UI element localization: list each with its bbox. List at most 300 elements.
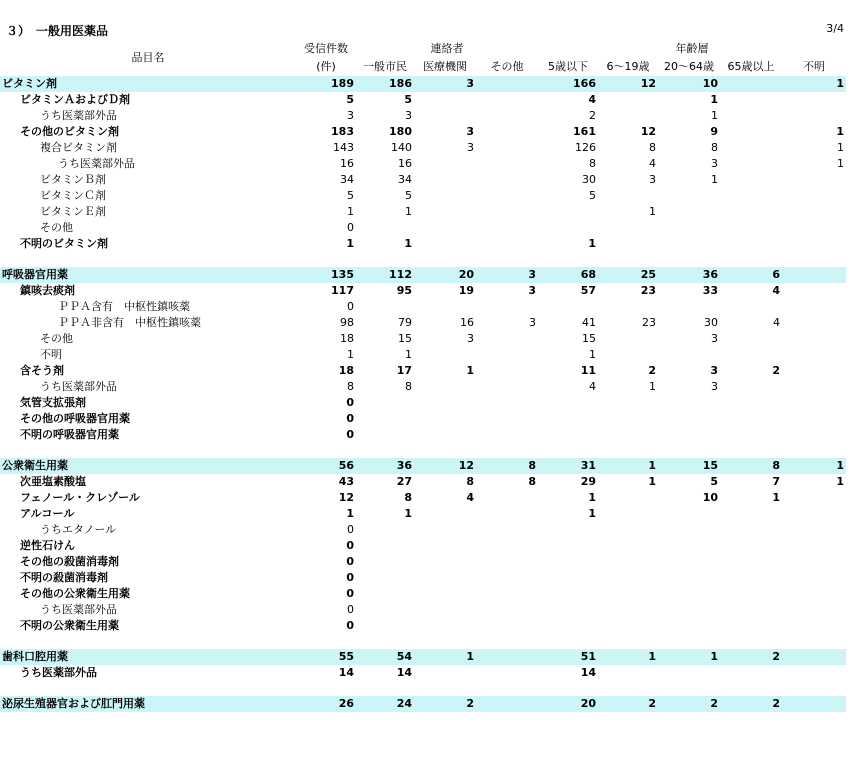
- age-0-5-cell: 4: [589, 380, 596, 393]
- item-name-cell: 鎮咳去痰剤: [20, 284, 75, 297]
- contact-public-cell: [356, 681, 414, 696]
- item-name-cell: 不明のビタミン剤: [20, 237, 108, 250]
- age-20-64-cell: [658, 347, 720, 363]
- contact-other-cell: [476, 649, 538, 665]
- age-20-64-cell: [658, 506, 720, 522]
- age-0-5-cell: [538, 681, 598, 696]
- age-65-plus-cell: 7: [772, 475, 780, 488]
- category-row: [0, 267, 846, 283]
- age-20-64-cell: 3: [711, 380, 718, 393]
- item-name-cell: その他: [40, 332, 73, 345]
- table-row: [0, 140, 846, 156]
- age-unknown-cell: [782, 602, 846, 618]
- age-0-5-cell: [538, 411, 598, 427]
- contact-other-cell: [476, 443, 538, 458]
- age-20-64-cell: [658, 554, 720, 570]
- item-name-cell: うち医薬部外品: [40, 603, 117, 616]
- contact-other-cell: [476, 506, 538, 522]
- age-6-19-cell: [598, 538, 658, 554]
- age-6-19-cell: 8: [649, 141, 656, 154]
- table-row: [0, 665, 846, 681]
- contact-other-cell: [476, 299, 538, 315]
- age-unknown-cell: [782, 363, 846, 379]
- table-row: [0, 172, 846, 188]
- contact-public-cell: [356, 443, 414, 458]
- age-6-19-cell: [598, 586, 658, 602]
- contact-other-cell: [476, 570, 538, 586]
- age-6-19-cell: 1: [649, 205, 656, 218]
- table-row: [0, 363, 846, 379]
- age-6-19-cell: [598, 443, 658, 458]
- age-65-plus-cell: [720, 220, 782, 236]
- item-name-cell: うち医薬部外品: [20, 666, 97, 679]
- contact-medical-cell: [414, 204, 476, 220]
- contact-medical-cell: [414, 395, 476, 411]
- age-6-19-cell: [598, 490, 658, 506]
- table-row: [0, 602, 846, 618]
- contact-other-cell: [476, 363, 538, 379]
- contact-medical-cell: [414, 92, 476, 108]
- age-65-plus-cell: [720, 379, 782, 395]
- age-65-plus-cell: [720, 554, 782, 570]
- count-cell: 1: [347, 205, 354, 218]
- header-age-0-5: 5歳以下: [548, 60, 588, 73]
- age-65-plus-cell: 2: [720, 696, 782, 712]
- title-bar: [6, 22, 844, 36]
- age-20-64-cell: [658, 188, 720, 204]
- contact-public-cell: [356, 252, 414, 267]
- contact-other-cell: [476, 602, 538, 618]
- count-cell: 16: [340, 157, 354, 170]
- age-0-5-cell: [538, 395, 598, 411]
- header-age-unknown: 不明: [803, 60, 826, 73]
- age-20-64-cell: [658, 586, 720, 602]
- count-cell: [296, 634, 356, 649]
- age-6-19-cell: [598, 347, 658, 363]
- item-name-cell: ビタミンＣ剤: [40, 189, 106, 202]
- table-row: [0, 490, 846, 506]
- table-row: [0, 506, 846, 522]
- contact-public-cell: 14: [396, 666, 412, 679]
- age-0-5-cell: 31: [538, 458, 598, 474]
- header-age-65-plus: 65歳以上: [727, 60, 775, 73]
- contact-medical-cell: 1: [466, 364, 474, 377]
- count-cell: 43: [338, 475, 354, 488]
- item-name-cell: ＰＰＡ非含有 中枢性鎮咳薬: [58, 316, 201, 329]
- age-65-plus-cell: [720, 427, 782, 443]
- age-65-plus-cell: [720, 506, 782, 522]
- age-20-64-cell: [658, 411, 720, 427]
- age-20-64-cell: 10: [658, 76, 720, 92]
- age-0-5-cell: [538, 586, 598, 602]
- age-6-19-cell: [598, 92, 658, 108]
- count-cell: [296, 681, 356, 696]
- contact-medical-cell: [414, 156, 476, 172]
- age-65-plus-cell: [720, 665, 782, 681]
- age-6-19-cell: [598, 427, 658, 443]
- count-cell: 18: [340, 332, 354, 345]
- contact-medical-cell: 16: [460, 316, 474, 329]
- count-cell: 3: [347, 109, 354, 122]
- age-65-plus-cell: [720, 395, 782, 411]
- age-unknown-cell: [782, 172, 846, 188]
- count-cell: 0: [347, 221, 354, 234]
- count-cell: 0: [347, 523, 354, 536]
- age-6-19-cell: [598, 506, 658, 522]
- contact-other-cell: [476, 331, 538, 347]
- item-name-cell: ビタミンＥ剤: [40, 205, 106, 218]
- age-20-64-cell: 1: [711, 109, 718, 122]
- contact-public-cell: 5: [404, 93, 412, 106]
- item-name-cell: 不明の公衆衛生用薬: [20, 619, 119, 632]
- item-name-cell: うち医薬部外品: [40, 380, 117, 393]
- age-6-19-cell: 2: [648, 364, 656, 377]
- contact-medical-cell: [414, 220, 476, 236]
- contact-public-cell: 5: [405, 189, 412, 202]
- contact-other-cell: [476, 204, 538, 220]
- age-unknown-cell: [782, 395, 846, 411]
- age-6-19-cell: [598, 681, 658, 696]
- age-20-64-cell: 1: [710, 93, 718, 106]
- count-cell: [296, 252, 356, 267]
- age-20-64-cell: 1: [658, 649, 720, 665]
- count-cell: 0: [346, 396, 354, 409]
- age-0-5-cell: 126: [575, 141, 596, 154]
- item-name-cell: ビタミンＡおよびＤ剤: [20, 93, 130, 106]
- contact-other-cell: [476, 108, 538, 124]
- category-row: [0, 458, 846, 474]
- item-name-cell: ビタミン剤: [0, 76, 296, 92]
- age-20-64-cell: 30: [704, 316, 718, 329]
- age-65-plus-cell: 6: [720, 267, 782, 283]
- contact-medical-cell: [414, 188, 476, 204]
- age-unknown-cell: [782, 665, 846, 681]
- age-20-64-cell: 36: [658, 267, 720, 283]
- age-65-plus-cell: [720, 188, 782, 204]
- item-name-cell: 歯科口腔用薬: [0, 649, 296, 665]
- age-unknown-cell: [782, 92, 846, 108]
- age-20-64-cell: [658, 252, 720, 267]
- age-unknown-cell: [782, 554, 846, 570]
- age-unknown-cell: [782, 522, 846, 538]
- contact-other-cell: [476, 236, 538, 252]
- contact-medical-cell: [414, 602, 476, 618]
- age-20-64-cell: [658, 634, 720, 649]
- item-name-cell: 複合ビタミン剤: [40, 141, 117, 154]
- count-cell: 5: [346, 93, 354, 106]
- count-cell: 1: [346, 507, 354, 520]
- count-cell: 0: [347, 300, 354, 313]
- contact-other-cell: [476, 490, 538, 506]
- age-65-plus-cell: [720, 76, 782, 92]
- contact-public-cell: 15: [398, 332, 412, 345]
- contact-medical-cell: [414, 634, 476, 649]
- contact-medical-cell: [414, 172, 476, 188]
- item-name-cell: その他の呼吸器官用薬: [20, 412, 130, 425]
- contact-medical-cell: 3: [414, 76, 476, 92]
- age-65-plus-cell: [720, 570, 782, 586]
- item-name-cell: フェノール・クレゾール: [20, 491, 140, 504]
- contact-public-cell: [356, 411, 414, 427]
- contact-public-cell: 8: [404, 491, 412, 504]
- contact-other-cell: [476, 252, 538, 267]
- table-row: [0, 474, 846, 490]
- item-name-cell: [0, 443, 296, 458]
- contact-other-cell: [476, 554, 538, 570]
- table-row: [0, 315, 846, 331]
- table-row: [0, 411, 846, 427]
- age-65-plus-cell: [720, 347, 782, 363]
- age-unknown-cell: 1: [836, 475, 845, 488]
- blank-row: [0, 681, 846, 696]
- age-unknown-cell: 1: [782, 76, 846, 92]
- contact-other-cell: [476, 538, 538, 554]
- blank-row: [0, 443, 846, 458]
- count-cell: 8: [347, 380, 354, 393]
- age-6-19-cell: 3: [649, 173, 656, 186]
- contact-public-cell: [356, 554, 414, 570]
- age-65-plus-cell: [720, 156, 782, 172]
- contact-other-cell: [476, 411, 538, 427]
- table-row: [0, 204, 846, 220]
- age-unknown-cell: [782, 236, 846, 252]
- age-unknown-cell: 1: [782, 458, 846, 474]
- age-0-5-cell: 51: [538, 649, 598, 665]
- contact-medical-cell: [414, 347, 476, 363]
- contact-other-cell: [476, 220, 538, 236]
- age-6-19-cell: 4: [649, 157, 656, 170]
- contact-medical-cell: [414, 108, 476, 124]
- age-65-plus-cell: [720, 443, 782, 458]
- contact-public-cell: 54: [356, 649, 414, 665]
- contact-other-cell: 3: [476, 267, 538, 283]
- age-20-64-cell: 10: [702, 491, 718, 504]
- age-6-19-cell: 1: [598, 458, 658, 474]
- count-cell: 55: [296, 649, 356, 665]
- age-0-5-cell: 1: [589, 348, 596, 361]
- contact-public-cell: 1: [404, 237, 412, 250]
- age-0-5-cell: [538, 220, 598, 236]
- age-0-5-cell: 57: [580, 284, 596, 297]
- age-20-64-cell: [658, 427, 720, 443]
- count-cell: 0: [347, 603, 354, 616]
- contact-other-cell: 8: [528, 475, 536, 488]
- age-20-64-cell: [658, 681, 720, 696]
- age-6-19-cell: 2: [598, 696, 658, 712]
- table-row: [0, 554, 846, 570]
- contact-public-cell: 1: [405, 348, 412, 361]
- contact-medical-cell: [414, 379, 476, 395]
- age-0-5-cell: 41: [582, 316, 596, 329]
- statistics-table: [0, 40, 846, 712]
- contact-public-cell: 3: [405, 109, 412, 122]
- item-name-cell: 呼吸器官用薬: [0, 267, 296, 283]
- age-unknown-cell: [782, 220, 846, 236]
- contact-public-cell: [356, 395, 414, 411]
- count-cell: 0: [346, 619, 354, 632]
- item-name-cell: 不明: [40, 348, 62, 361]
- age-0-5-cell: [538, 554, 598, 570]
- contact-other-cell: [476, 427, 538, 443]
- age-20-64-cell: 15: [658, 458, 720, 474]
- age-65-plus-cell: 8: [720, 458, 782, 474]
- contact-public-cell: [356, 618, 414, 634]
- age-65-plus-cell: [720, 411, 782, 427]
- table-row: [0, 108, 846, 124]
- table-row: [0, 124, 846, 140]
- count-cell: 26: [296, 696, 356, 712]
- contact-medical-cell: 3: [466, 125, 474, 138]
- age-20-64-cell: [658, 618, 720, 634]
- count-cell: 0: [346, 539, 354, 552]
- contact-public-cell: [356, 220, 414, 236]
- age-unknown-cell: [782, 188, 846, 204]
- category-row: [0, 76, 846, 92]
- item-name-cell: ビタミンＢ剤: [40, 173, 106, 186]
- contact-public-cell: [356, 522, 414, 538]
- age-0-5-cell: 68: [538, 267, 598, 283]
- age-20-64-cell: 3: [710, 364, 718, 377]
- age-6-19-cell: [598, 236, 658, 252]
- age-6-19-cell: [598, 522, 658, 538]
- age-20-64-cell: [658, 665, 720, 681]
- table-row: [0, 379, 846, 395]
- age-unknown-cell: [782, 252, 846, 267]
- contact-public-cell: 17: [396, 364, 412, 377]
- table-row: [0, 522, 846, 538]
- age-65-plus-cell: [720, 108, 782, 124]
- age-unknown-cell: [782, 283, 846, 299]
- table-row: [0, 220, 846, 236]
- table-row: [0, 156, 846, 172]
- contact-other-cell: [476, 92, 538, 108]
- contact-public-cell: 27: [396, 475, 412, 488]
- age-65-plus-cell: [720, 331, 782, 347]
- header-contact-medical: 医療機関: [423, 60, 467, 73]
- table-row: [0, 427, 846, 443]
- contact-public-cell: 1: [405, 205, 412, 218]
- table-row: [0, 331, 846, 347]
- contact-medical-cell: [414, 252, 476, 267]
- age-65-plus-cell: [720, 586, 782, 602]
- contact-medical-cell: [414, 427, 476, 443]
- contact-other-cell: [476, 172, 538, 188]
- age-6-19-cell: [598, 299, 658, 315]
- item-name-cell: うち医薬部外品: [58, 157, 135, 170]
- item-name-cell: その他のビタミン剤: [20, 125, 119, 138]
- age-6-19-cell: [598, 395, 658, 411]
- page-number: 3/4: [826, 22, 844, 35]
- contact-medical-cell: 2: [414, 696, 476, 712]
- table-row: [0, 347, 846, 363]
- age-0-5-cell: 1: [588, 507, 596, 520]
- count-cell: [296, 443, 356, 458]
- item-name-cell: アルコール: [20, 507, 75, 520]
- contact-other-cell: 3: [529, 316, 536, 329]
- age-unknown-cell: [782, 506, 846, 522]
- contact-public-cell: 24: [356, 696, 414, 712]
- age-6-19-cell: [598, 618, 658, 634]
- age-65-plus-cell: [720, 172, 782, 188]
- age-0-5-cell: [538, 299, 598, 315]
- contact-other-cell: 8: [476, 458, 538, 474]
- age-unknown-cell: [782, 411, 846, 427]
- item-name-cell: 逆性石けん: [20, 539, 75, 552]
- age-20-64-cell: [658, 236, 720, 252]
- age-unknown-cell: [782, 649, 846, 665]
- age-20-64-cell: [658, 443, 720, 458]
- item-name-cell: [0, 681, 296, 696]
- item-name-cell: 泌尿生殖器官および肛門用薬: [0, 696, 296, 712]
- contact-medical-cell: [414, 618, 476, 634]
- age-6-19-cell: 23: [642, 316, 656, 329]
- contact-public-cell: 140: [391, 141, 412, 154]
- age-6-19-cell: [598, 665, 658, 681]
- contact-medical-cell: [414, 411, 476, 427]
- age-20-64-cell: [658, 570, 720, 586]
- age-unknown-cell: [782, 108, 846, 124]
- count-cell: 183: [331, 125, 354, 138]
- table-row: [0, 395, 846, 411]
- age-20-64-cell: [658, 204, 720, 220]
- age-6-19-cell: [598, 220, 658, 236]
- contact-public-cell: 79: [398, 316, 412, 329]
- age-unknown-cell: 1: [837, 141, 845, 154]
- age-unknown-cell: [782, 443, 846, 458]
- contact-medical-cell: [414, 299, 476, 315]
- contact-other-cell: [476, 156, 538, 172]
- contact-public-cell: 36: [356, 458, 414, 474]
- contact-other-cell: [476, 665, 538, 681]
- count-cell: 0: [346, 428, 354, 441]
- age-0-5-cell: 161: [573, 125, 596, 138]
- contact-medical-cell: [414, 586, 476, 602]
- table-row: [0, 299, 846, 315]
- count-cell: 189: [296, 76, 356, 92]
- age-65-plus-cell: [720, 140, 782, 156]
- contact-public-cell: [356, 299, 414, 315]
- age-unknown-cell: 1: [836, 125, 845, 138]
- contact-medical-cell: 12: [414, 458, 476, 474]
- item-name-cell: 不明の呼吸器官用薬: [20, 428, 119, 441]
- age-unknown-cell: [782, 634, 846, 649]
- age-unknown-cell: [782, 331, 846, 347]
- age-6-19-cell: 12: [640, 125, 656, 138]
- age-65-plus-cell: [720, 602, 782, 618]
- contact-other-cell: [476, 618, 538, 634]
- contact-other-cell: [476, 140, 538, 156]
- age-65-plus-cell: 2: [720, 649, 782, 665]
- count-cell: 18: [338, 364, 354, 377]
- count-cell: 143: [333, 141, 354, 154]
- table-body: [0, 76, 846, 712]
- age-65-plus-cell: [720, 236, 782, 252]
- count-cell: 135: [296, 267, 356, 283]
- item-name-cell: その他: [40, 221, 73, 234]
- contact-public-cell: 34: [398, 173, 412, 186]
- age-6-19-cell: [598, 570, 658, 586]
- contact-medical-cell: [414, 665, 476, 681]
- age-6-19-cell: [598, 108, 658, 124]
- age-20-64-cell: 33: [702, 284, 718, 297]
- age-65-plus-cell: 2: [772, 364, 780, 377]
- item-name-cell: 含そう剤: [20, 364, 64, 377]
- count-cell: 0: [346, 571, 354, 584]
- contact-medical-cell: 20: [414, 267, 476, 283]
- age-unknown-cell: [782, 490, 846, 506]
- age-0-5-cell: 5: [589, 189, 596, 202]
- age-65-plus-cell: [720, 124, 782, 140]
